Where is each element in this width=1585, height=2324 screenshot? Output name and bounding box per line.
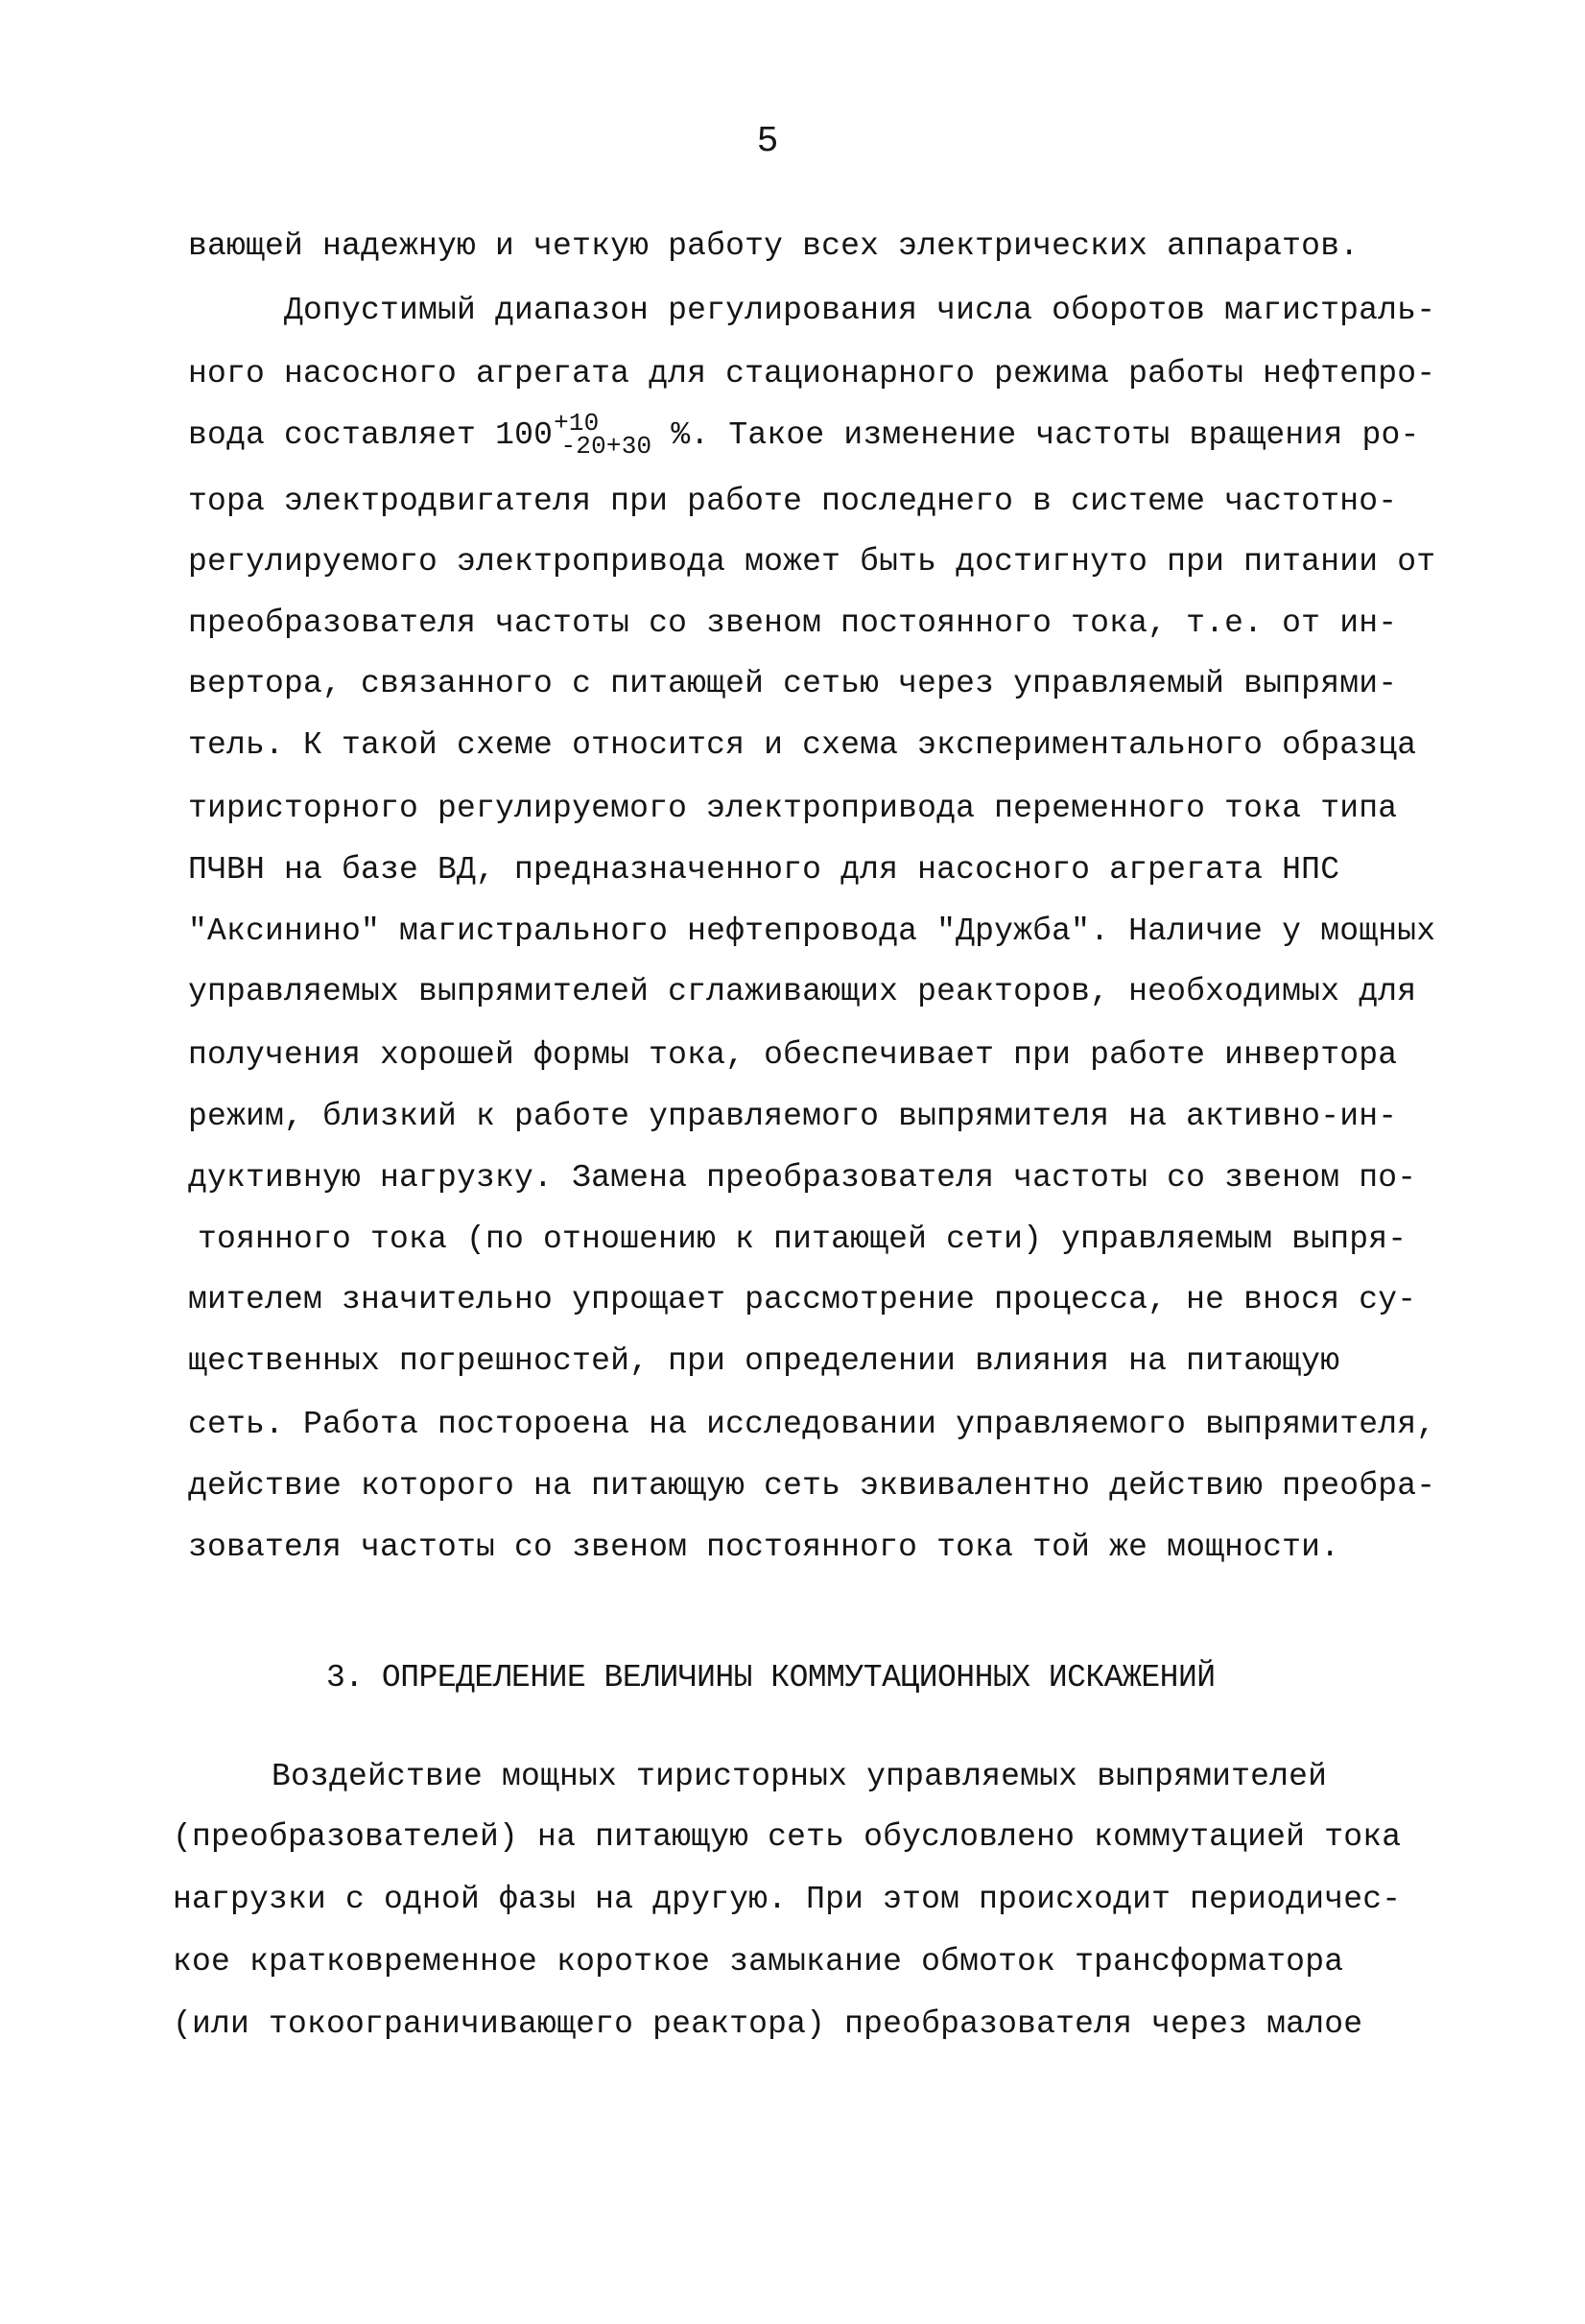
text-line: зователя частоты со звеном постоянного тока той же мощности. (188, 1530, 1340, 1565)
text-line: вающей надежную и четкую работу всех электрических аппаратов. (188, 228, 1360, 264)
text-line: дуктивную нагрузку. Замена преобразователя частоты со звеном по- (188, 1160, 1417, 1196)
text-line: Воздействие мощных тиристорных управляемых выпрямителей (272, 1759, 1328, 1794)
text-line: действие которого на питающую сеть эквивалентно действию преобра- (188, 1468, 1436, 1504)
section-heading: 3. ОПРЕДЕЛЕНИЕ ВЕЛИЧИНЫ КОММУТАЦИОННЫХ ИСКАЖЕНИЙ (326, 1660, 1216, 1696)
text-line: получения хорошей формы тока, обеспечивает при работе инвертора (188, 1037, 1398, 1073)
formula-prefix: вода составляет (188, 417, 496, 453)
text-line: тиристорного регулируемого электропривода переменного тока типа (188, 791, 1398, 826)
text-line: режим, близкий к работе управляемого выпрямителя на активно-ин- (188, 1099, 1398, 1134)
text-line: нагрузки с одной фазы на другую. При этом происходит периодичес- (173, 1882, 1402, 1917)
text-line: сеть. Работа посторoена на исследовании управляемого выпрямителя, (188, 1407, 1436, 1442)
text-line: преобразователя частоты со звеном постоянного тока, т.е. от ин- (188, 605, 1398, 641)
text-line: (преобразователей) на питающую сеть обусловлено коммутацией тока (173, 1819, 1402, 1855)
text-line: "Аксинино" магистрального нефтепровода "Дружба". Наличие у мощных (188, 913, 1436, 949)
text-line: кое кратковременное короткое замыкание обмоток трансформатора (173, 1944, 1344, 1980)
formula-upper-bound: +10 (554, 409, 600, 438)
text-line: управляемых выпрямителей сглаживающих реакторов, необходимых для (188, 974, 1417, 1009)
text-line: ПЧВН на базе ВД, предназначенного для насосного агрегата НПС (188, 852, 1340, 888)
text-line: тоянного тока (по отношению к питающей сети) управляемым выпря- (198, 1221, 1408, 1257)
formula-line (188, 409, 1420, 461)
text-line: вертора, связанного с питающей сетью через управляемый выпрями- (188, 666, 1398, 701)
range-formula (495, 409, 652, 461)
formula-base: 100 (495, 417, 554, 453)
text-line: тора электродвигателя при работе последнего в системе частотно- (188, 484, 1398, 519)
text-line: (или токоограничивающего реактора) преобразователя через малое (173, 2006, 1363, 2042)
text-line: регулируемого электропривода может быть достигнуто при питании от (188, 544, 1436, 580)
text-line: ного насосного агрегата для стационарного режима работы нефтепро- (188, 356, 1436, 391)
page-number: 5 (756, 121, 779, 162)
text-line: тель. К такой схеме относится и схема экспериментального образца (188, 727, 1417, 763)
text-line: мителем значительно упрощает рассмотрение процесса, не внося су- (188, 1282, 1417, 1317)
text-line: Допустимый диапазон регулирования числа оборотов магистраль- (284, 293, 1436, 328)
text-line: щественных погрешностей, при определении влияния на питающую (188, 1343, 1340, 1379)
formula-suffix: %. Такое изменение частоты вращения ро- (651, 417, 1420, 453)
formula-lower-bound: -20+30 (560, 432, 652, 461)
